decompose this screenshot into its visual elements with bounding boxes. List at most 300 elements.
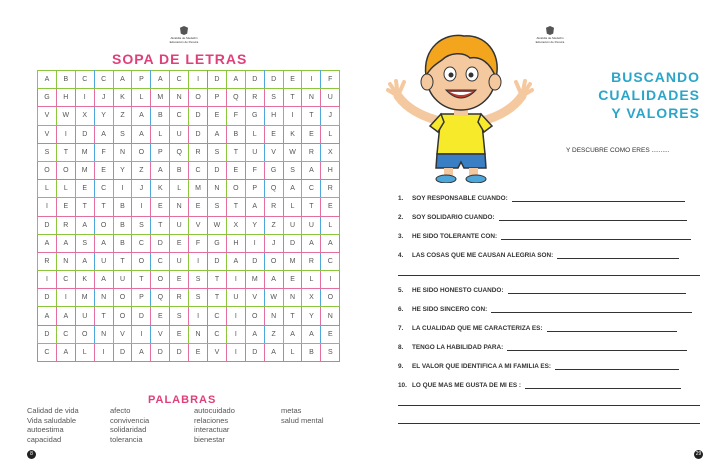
grid-cell[interactable]: L	[283, 198, 302, 216]
grid-cell[interactable]: F	[226, 107, 245, 125]
grid-cell[interactable]: W	[56, 107, 75, 125]
grid-cell[interactable]: E	[302, 125, 321, 143]
grid-cell[interactable]: P	[151, 143, 170, 161]
grid-cell[interactable]: J	[321, 107, 340, 125]
answer-line[interactable]	[508, 293, 686, 294]
grid-cell[interactable]: U	[170, 125, 189, 143]
grid-cell[interactable]: C	[208, 307, 227, 325]
grid-cell[interactable]: D	[38, 289, 57, 307]
page-number: 8	[27, 450, 36, 459]
grid-cell[interactable]: U	[170, 252, 189, 270]
grid-cell[interactable]: B	[302, 343, 321, 361]
grid-cell[interactable]: O	[75, 325, 94, 343]
word-item: interactuar	[194, 425, 230, 435]
grid-cell[interactable]: S	[132, 216, 151, 234]
grid-cell[interactable]: A	[38, 234, 57, 252]
question-8: 8. TENGO LA HABILIDAD PARA:	[398, 344, 687, 351]
grid-cell[interactable]: F	[321, 71, 340, 89]
grid-cell[interactable]: E	[94, 161, 113, 179]
grid-cell[interactable]: J	[132, 180, 151, 198]
grid-cell[interactable]: C	[94, 71, 113, 89]
grid-cell[interactable]: Y	[245, 216, 264, 234]
grid-cell[interactable]: O	[226, 180, 245, 198]
grid-cell[interactable]: U	[170, 216, 189, 234]
grid-cell[interactable]: C	[75, 71, 94, 89]
answer-line[interactable]	[507, 350, 687, 351]
grid-cell[interactable]: O	[245, 307, 264, 325]
grid-cell[interactable]: R	[264, 198, 283, 216]
grid-cell[interactable]: W	[264, 289, 283, 307]
grid-cell[interactable]: V	[38, 107, 57, 125]
grid-cell[interactable]: Q	[170, 143, 189, 161]
grid-cell[interactable]: D	[245, 71, 264, 89]
grid-cell[interactable]: I	[75, 89, 94, 107]
answer-line[interactable]	[547, 331, 677, 332]
grid-cell[interactable]: S	[170, 307, 189, 325]
grid-cell[interactable]: X	[75, 107, 94, 125]
grid-cell[interactable]: T	[283, 89, 302, 107]
grid-cell[interactable]: D	[170, 343, 189, 361]
grid-cell[interactable]: U	[321, 89, 340, 107]
grid-cell[interactable]: A	[283, 180, 302, 198]
grid-cell[interactable]: S	[283, 161, 302, 179]
grid-cell[interactable]: B	[113, 234, 132, 252]
grid-cell[interactable]: E	[151, 198, 170, 216]
grid-cell[interactable]: M	[189, 180, 208, 198]
grid-cell[interactable]: S	[75, 234, 94, 252]
grid-cell[interactable]: V	[113, 325, 132, 343]
grid-cell[interactable]: I	[189, 71, 208, 89]
grid-cell[interactable]: P	[132, 71, 151, 89]
grid-cell[interactable]: E	[75, 180, 94, 198]
grid-cell[interactable]: I	[245, 234, 264, 252]
grid-cell[interactable]: N	[170, 89, 189, 107]
grid-cell[interactable]: A	[264, 271, 283, 289]
grid-cell[interactable]: I	[56, 125, 75, 143]
grid-cell[interactable]: A	[321, 234, 340, 252]
grid-cell[interactable]: O	[56, 161, 75, 179]
grid-cell[interactable]: D	[245, 252, 264, 270]
grid-cell[interactable]: V	[208, 343, 227, 361]
grid-cell[interactable]: Q	[226, 89, 245, 107]
grid-cell[interactable]: Q	[151, 289, 170, 307]
grid-cell[interactable]: E	[226, 161, 245, 179]
grid-cell[interactable]: N	[208, 180, 227, 198]
word-item: autoestima	[27, 425, 64, 435]
grid-cell[interactable]: C	[189, 161, 208, 179]
grid-cell[interactable]: I	[283, 107, 302, 125]
grid-cell[interactable]: N	[264, 307, 283, 325]
answer-line[interactable]	[512, 201, 685, 202]
grid-cell[interactable]: D	[132, 307, 151, 325]
grid-cell[interactable]: S	[321, 343, 340, 361]
grid-cell[interactable]: I	[226, 343, 245, 361]
grid-cell[interactable]: N	[94, 325, 113, 343]
grid-row	[38, 343, 340, 361]
grid-cell[interactable]: H	[56, 89, 75, 107]
grid-cell[interactable]: J	[264, 234, 283, 252]
grid-cell[interactable]: E	[56, 198, 75, 216]
grid-cell[interactable]: L	[151, 125, 170, 143]
question-1: 1. SOY RESPONSABLE CUANDO:	[398, 195, 685, 202]
grid-cell[interactable]: G	[38, 89, 57, 107]
grid-cell[interactable]: O	[264, 252, 283, 270]
word-item: convivencia	[110, 415, 150, 425]
grid-cell[interactable]: M	[75, 161, 94, 179]
grid-cell[interactable]: E	[283, 71, 302, 89]
grid-cell[interactable]: L	[321, 216, 340, 234]
grid-cell[interactable]: C	[321, 252, 340, 270]
grid-cell[interactable]: A	[226, 71, 245, 89]
grid-row	[38, 107, 340, 125]
grid-cell[interactable]: A	[132, 107, 151, 125]
grid-cell[interactable]: W	[283, 143, 302, 161]
answer-line[interactable]	[491, 312, 692, 313]
grid-cell[interactable]: C	[56, 271, 75, 289]
grid-cell[interactable]: O	[151, 271, 170, 289]
grid-cell[interactable]: X	[302, 289, 321, 307]
grid-cell[interactable]: D	[189, 107, 208, 125]
grid-cell[interactable]: U	[226, 289, 245, 307]
grid-cell[interactable]: A	[151, 71, 170, 89]
grid-cell[interactable]: X	[321, 143, 340, 161]
grid-row	[38, 71, 340, 89]
grid-cell[interactable]: D	[113, 343, 132, 361]
grid-cell[interactable]: I	[38, 198, 57, 216]
grid-cell[interactable]: N	[170, 198, 189, 216]
grid-cell[interactable]: R	[38, 252, 57, 270]
grid-cell[interactable]: I	[132, 198, 151, 216]
grid-cell[interactable]: L	[283, 343, 302, 361]
page-number: 29	[695, 451, 702, 457]
grid-cell[interactable]: N	[94, 289, 113, 307]
grid-cell[interactable]: A	[56, 234, 75, 252]
grid-cell[interactable]: I	[56, 289, 75, 307]
grid-cell[interactable]: I	[132, 325, 151, 343]
grid-cell[interactable]: A	[132, 343, 151, 361]
grid-cell[interactable]: Z	[264, 325, 283, 343]
grid-cell[interactable]: Y	[113, 161, 132, 179]
grid-cell[interactable]: O	[321, 289, 340, 307]
grid-cell[interactable]: A	[75, 252, 94, 270]
grid-cell[interactable]: Z	[132, 161, 151, 179]
grid-cell[interactable]: E	[170, 234, 189, 252]
word-column-1	[27, 406, 79, 444]
grid-cell[interactable]: A	[56, 343, 75, 361]
grid-cell[interactable]: R	[302, 252, 321, 270]
grid-cell[interactable]: C	[151, 252, 170, 270]
grid-cell[interactable]: O	[113, 289, 132, 307]
grid-cell[interactable]: C	[208, 325, 227, 343]
grid-cell[interactable]: D	[245, 343, 264, 361]
grid-cell[interactable]: C	[38, 343, 57, 361]
grid-cell[interactable]: C	[302, 180, 321, 198]
municipality-logo	[532, 26, 568, 48]
grid-cell[interactable]: D	[208, 252, 227, 270]
grid-cell[interactable]: T	[208, 271, 227, 289]
grid-cell[interactable]: Z	[113, 107, 132, 125]
grid-cell[interactable]: E	[189, 343, 208, 361]
seal-icon	[180, 26, 188, 35]
question-10: 10. LO QUE MAS ME GUSTA DE MI ES :	[398, 382, 681, 389]
grid-cell[interactable]: D	[208, 71, 227, 89]
grid-cell[interactable]: M	[75, 289, 94, 307]
grid-cell[interactable]: T	[94, 198, 113, 216]
grid-cell[interactable]: T	[56, 143, 75, 161]
grid-cell[interactable]: A	[208, 125, 227, 143]
grid-cell[interactable]: B	[56, 71, 75, 89]
grid-cell[interactable]: T	[151, 216, 170, 234]
word-column-3	[194, 406, 235, 444]
grid-cell[interactable]: B	[113, 198, 132, 216]
grid-cell[interactable]: S	[189, 271, 208, 289]
grid-cell[interactable]: I	[113, 180, 132, 198]
grid-cell[interactable]: J	[94, 89, 113, 107]
grid-cell[interactable]: V	[151, 325, 170, 343]
grid-cell[interactable]: R	[189, 143, 208, 161]
grid-cell[interactable]: E	[321, 325, 340, 343]
grid-cell[interactable]: A	[302, 234, 321, 252]
grid-cell[interactable]: O	[132, 143, 151, 161]
title-line: CUALIDADES	[598, 87, 700, 103]
grid-cell[interactable]: K	[113, 89, 132, 107]
grid-cell[interactable]: G	[264, 161, 283, 179]
grid-cell[interactable]: C	[170, 107, 189, 125]
grid-cell[interactable]: T	[94, 307, 113, 325]
grid-cell[interactable]: O	[94, 216, 113, 234]
grid-cell[interactable]: S	[208, 198, 227, 216]
grid-cell[interactable]: S	[208, 143, 227, 161]
grid-cell[interactable]: K	[75, 271, 94, 289]
answer-line[interactable]	[557, 258, 679, 259]
question-2: 2. SOY SOLIDARIO CUANDO:	[398, 214, 687, 221]
grid-cell[interactable]: T	[113, 252, 132, 270]
grid-cell[interactable]: R	[321, 180, 340, 198]
grid-cell[interactable]: L	[38, 180, 57, 198]
grid-cell[interactable]: R	[302, 143, 321, 161]
grid-cell[interactable]: F	[94, 143, 113, 161]
grid-cell[interactable]: T	[75, 198, 94, 216]
grid-cell[interactable]: E	[283, 271, 302, 289]
word-item: capacidad	[27, 434, 62, 444]
grid-cell[interactable]: A	[245, 198, 264, 216]
grid-cell[interactable]: L	[56, 180, 75, 198]
grid-cell[interactable]: V	[38, 125, 57, 143]
grid-row	[38, 289, 340, 307]
grid-cell[interactable]: I	[189, 252, 208, 270]
grid-cell[interactable]: H	[264, 107, 283, 125]
grid-cell[interactable]: E	[189, 198, 208, 216]
grid-cell[interactable]: T	[283, 307, 302, 325]
grid-cell[interactable]: R	[170, 289, 189, 307]
grid-cell[interactable]: N	[283, 289, 302, 307]
grid-cell[interactable]: U	[75, 307, 94, 325]
logo-text-line1: Alcaldía de Medellín	[170, 36, 198, 40]
grid-cell[interactable]: Z	[264, 216, 283, 234]
grid-cell[interactable]: H	[226, 234, 245, 252]
grid-cell[interactable]: M	[75, 143, 94, 161]
grid-cell[interactable]: C	[94, 180, 113, 198]
grid-cell[interactable]: V	[189, 216, 208, 234]
grid-row	[38, 198, 340, 216]
grid-cell[interactable]: I	[38, 271, 57, 289]
grid-cell[interactable]: V	[264, 143, 283, 161]
grid-cell[interactable]: A	[56, 307, 75, 325]
answer-line[interactable]	[499, 220, 687, 221]
grid-cell[interactable]: A	[283, 325, 302, 343]
grid-cell[interactable]: D	[38, 216, 57, 234]
grid-cell[interactable]: A	[132, 125, 151, 143]
grid-cell[interactable]: D	[38, 325, 57, 343]
grid-cell[interactable]: D	[264, 71, 283, 89]
answer-line[interactable]	[501, 239, 691, 240]
grid-cell[interactable]: S	[113, 125, 132, 143]
grid-cell[interactable]: D	[151, 234, 170, 252]
grid-cell[interactable]: X	[226, 216, 245, 234]
grid-cell[interactable]: A	[151, 161, 170, 179]
grid-cell[interactable]: N	[56, 252, 75, 270]
grid-cell[interactable]: C	[56, 325, 75, 343]
grid-cell[interactable]: L	[170, 180, 189, 198]
grid-cell[interactable]: F	[189, 234, 208, 252]
word-item: tolerancia	[110, 434, 143, 444]
grid-cell[interactable]: K	[283, 125, 302, 143]
grid-cell[interactable]: G	[245, 107, 264, 125]
grid-cell[interactable]: I	[226, 307, 245, 325]
grid-cell[interactable]: M	[283, 252, 302, 270]
grid-cell[interactable]: V	[245, 289, 264, 307]
grid-cell[interactable]: E	[321, 198, 340, 216]
grid-cell[interactable]: C	[170, 71, 189, 89]
grid-cell[interactable]: T	[226, 198, 245, 216]
grid-cell[interactable]: A	[94, 234, 113, 252]
word-item: bienestar	[194, 434, 225, 444]
grid-cell[interactable]: U	[94, 252, 113, 270]
answer-line[interactable]	[555, 369, 679, 370]
title-line: BUSCANDO	[611, 69, 700, 85]
grid-cell[interactable]: A	[264, 343, 283, 361]
grid-cell[interactable]: N	[302, 89, 321, 107]
grid-cell[interactable]: L	[132, 89, 151, 107]
grid-cell[interactable]: B	[113, 216, 132, 234]
answer-line-extra[interactable]	[398, 423, 700, 424]
grid-cell[interactable]: Y	[94, 107, 113, 125]
grid-cell[interactable]: T	[132, 271, 151, 289]
grid-cell[interactable]: D	[151, 343, 170, 361]
grid-cell[interactable]: D	[208, 161, 227, 179]
grid-cell[interactable]: D	[283, 234, 302, 252]
grid-cell[interactable]: I	[189, 307, 208, 325]
grid-cell[interactable]: U	[302, 216, 321, 234]
grid-cell[interactable]: C	[132, 234, 151, 252]
grid-cell[interactable]: B	[226, 125, 245, 143]
word-item: autocuidado	[194, 406, 235, 415]
word-search-grid[interactable]	[37, 70, 340, 362]
grid-cell[interactable]: I	[321, 271, 340, 289]
grid-cell[interactable]: P	[245, 180, 264, 198]
grid-cell[interactable]: E	[264, 125, 283, 143]
grid-cell[interactable]: L	[245, 125, 264, 143]
grid-cell[interactable]: F	[245, 161, 264, 179]
grid-cell[interactable]: S	[38, 143, 57, 161]
grid-cell[interactable]: I	[226, 271, 245, 289]
grid-cell[interactable]: I	[226, 325, 245, 343]
grid-cell[interactable]: L	[321, 125, 340, 143]
grid-cell[interactable]: Y	[302, 307, 321, 325]
grid-cell[interactable]: T	[208, 289, 227, 307]
grid-cell[interactable]: N	[189, 325, 208, 343]
seal-icon	[546, 26, 554, 35]
grid-cell[interactable]: A	[94, 271, 113, 289]
grid-cell[interactable]: A	[302, 161, 321, 179]
grid-cell[interactable]: O	[132, 252, 151, 270]
word-column-2	[110, 406, 149, 444]
grid-cell[interactable]: H	[321, 161, 340, 179]
grid-cell[interactable]: A	[94, 125, 113, 143]
grid-cell[interactable]: D	[189, 125, 208, 143]
grid-cell[interactable]: G	[208, 234, 227, 252]
answer-line-extra[interactable]	[398, 275, 700, 276]
grid-cell[interactable]: A	[75, 216, 94, 234]
grid-cell[interactable]: B	[151, 107, 170, 125]
grid-cell[interactable]: A	[245, 325, 264, 343]
grid-cell[interactable]: O	[38, 161, 57, 179]
grid-cell[interactable]: D	[75, 125, 94, 143]
grid-cell[interactable]: P	[208, 89, 227, 107]
grid-cell[interactable]: N	[113, 143, 132, 161]
grid-cell[interactable]: A	[302, 325, 321, 343]
grid-cell[interactable]: N	[321, 307, 340, 325]
grid-cell[interactable]: E	[170, 271, 189, 289]
grid-cell[interactable]: A	[38, 71, 57, 89]
grid-cell[interactable]: E	[208, 107, 227, 125]
grid-cell[interactable]: A	[38, 307, 57, 325]
grid-cell[interactable]: Q	[264, 180, 283, 198]
grid-cell[interactable]: E	[151, 307, 170, 325]
grid-cell[interactable]: P	[132, 289, 151, 307]
grid-cell[interactable]: U	[113, 271, 132, 289]
grid-cell[interactable]: I	[94, 343, 113, 361]
question-3: 3. HE SIDO TOLERANTE CON:	[398, 233, 691, 240]
grid-cell[interactable]: B	[170, 161, 189, 179]
grid-cell[interactable]: R	[245, 89, 264, 107]
grid-cell[interactable]: M	[245, 271, 264, 289]
grid-cell[interactable]: U	[283, 216, 302, 234]
grid-cell[interactable]: O	[189, 89, 208, 107]
word-item: salud mental	[281, 415, 324, 425]
grid-cell[interactable]: L	[302, 271, 321, 289]
grid-cell[interactable]: R	[56, 216, 75, 234]
grid-cell[interactable]: W	[208, 216, 227, 234]
grid-cell[interactable]: E	[170, 325, 189, 343]
grid-cell[interactable]: K	[151, 180, 170, 198]
grid-cell[interactable]: T	[302, 107, 321, 125]
grid-cell[interactable]: U	[245, 143, 264, 161]
grid-cell[interactable]: T	[302, 198, 321, 216]
grid-cell[interactable]: I	[302, 71, 321, 89]
grid-cell[interactable]: T	[226, 143, 245, 161]
answer-line[interactable]	[525, 388, 681, 389]
grid-cell[interactable]: O	[113, 307, 132, 325]
grid-cell[interactable]: M	[151, 89, 170, 107]
grid-cell[interactable]: A	[226, 252, 245, 270]
grid-cell[interactable]: S	[264, 89, 283, 107]
logo-text-line1: Alcaldía de Medellín	[536, 36, 564, 40]
grid-cell[interactable]: L	[75, 343, 94, 361]
grid-cell[interactable]: S	[189, 289, 208, 307]
answer-line-extra[interactable]	[398, 405, 700, 406]
grid-cell[interactable]: A	[113, 71, 132, 89]
